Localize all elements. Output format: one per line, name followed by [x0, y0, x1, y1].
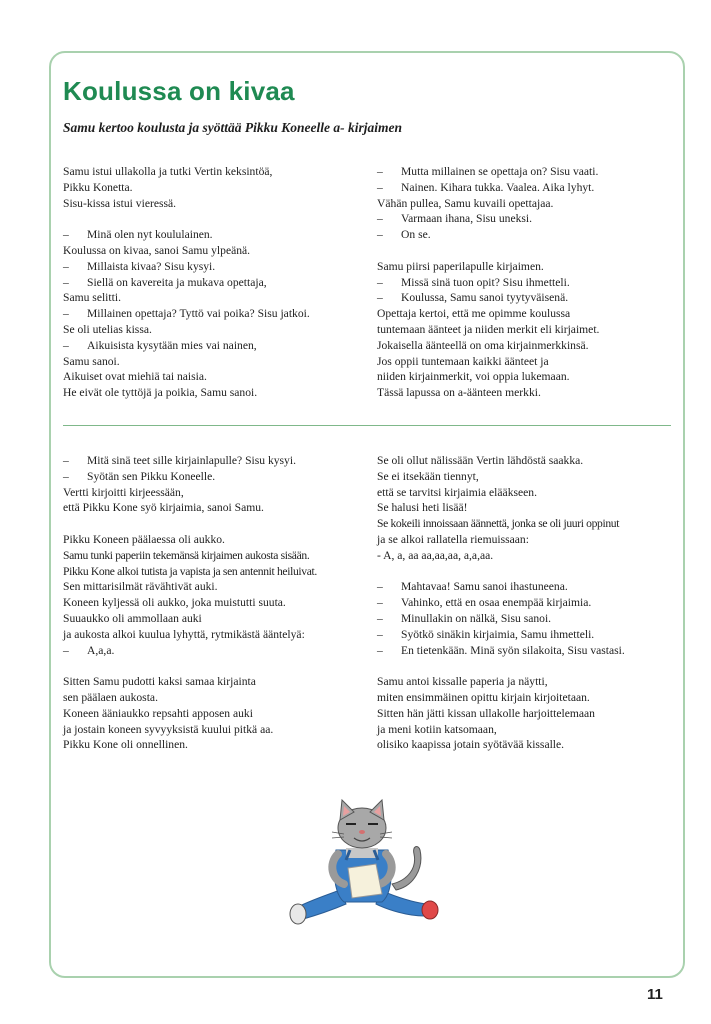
text-line [63, 322, 310, 338]
text-line [63, 369, 310, 385]
text-line [63, 674, 317, 690]
text-line [63, 180, 310, 196]
line-text: Sitten Samu pudotti kaksi samaa kirjainta [63, 675, 256, 689]
text-line [63, 706, 317, 722]
line-text: Pikku Kone oli onnellinen. [63, 738, 188, 752]
text-line [63, 469, 317, 485]
dialogue-dash: – [377, 212, 383, 226]
line-text: Koulussa, Samu sanoi tyytyväisenä. [401, 291, 569, 305]
line-text: Sitten hän jätti kissan ullakolle harjoittelemaan [377, 706, 595, 720]
text-line [377, 500, 625, 516]
text-line [63, 564, 317, 580]
line-text: Vahinko, että en osaa enempää kirjaimia. [401, 596, 592, 610]
dialogue-dash: – [63, 228, 69, 242]
text-line [377, 453, 625, 469]
text-line [377, 227, 599, 243]
line-text: Pikku Kone alkoi tutista ja vapista ja sen antennit heiluivat. [63, 564, 317, 578]
line-text: Millainen opettaja? Tyttö vai poika? Sisu jatkoi. [87, 307, 310, 321]
text-line [377, 338, 599, 354]
text-line [377, 595, 625, 611]
line-text: Syötkö sinäkin kirjaimia, Samu ihmetteli. [401, 627, 595, 641]
line-text: että se tarvitsi kirjaimia elääkseen. [377, 485, 537, 499]
line-text: He eivät ole tyttöjä ja poikia, Samu sanoi. [63, 386, 258, 400]
line-text: Se ei itsekään tiennyt, [377, 469, 479, 483]
text-line [63, 290, 310, 306]
line-text: Koulussa on kivaa, sanoi Samu ylpeänä. [63, 243, 251, 257]
text-line [63, 227, 310, 243]
text-line [63, 243, 310, 259]
text-line [377, 548, 625, 564]
line-text: Pikku Koneen päälaessa oli aukko. [63, 532, 225, 546]
dialogue-dash: – [63, 643, 69, 657]
text-line [377, 259, 599, 275]
text-line [63, 690, 317, 706]
text-line [63, 643, 317, 659]
text-line [377, 369, 599, 385]
line-text: Mahtavaa! Samu sanoi ihastuneena. [401, 580, 568, 594]
dialogue-dash: – [377, 627, 383, 641]
line-text: Koneen ääniaukko repsahti apposen auki [63, 706, 253, 720]
text-line [63, 500, 317, 516]
line-text: Siellä on kavereita ja mukava opettaja, [87, 275, 267, 289]
text-line [377, 579, 625, 595]
section-divider [63, 425, 671, 426]
paragraph-gap [377, 564, 625, 580]
text-line [377, 722, 625, 738]
line-text: Syötän sen Pikku Koneelle. [87, 469, 216, 483]
line-text: Nainen. Kihara tukka. Vaalea. Aika lyhyt. [401, 180, 595, 194]
line-text: ja aukosta alkoi kuulua lyhyttä, rytmikästä ääntelyä: [63, 627, 305, 641]
line-text: Aikuisista kysytään mies vai nainen, [87, 338, 257, 352]
paragraph-gap [63, 516, 317, 532]
line-text: Tässä lapussa on a-äänteen merkki. [377, 386, 541, 400]
line-text: Millaista kivaa? Sisu kysyi. [87, 259, 216, 273]
text-line [63, 595, 317, 611]
line-text: Aikuiset ovat miehiä tai naisia. [63, 370, 207, 384]
line-text: ja se alkoi rallatella riemuissaan: [377, 532, 529, 546]
dialogue-dash: – [377, 611, 383, 625]
text-line [63, 453, 317, 469]
story-column-bottom-left [63, 453, 317, 753]
line-text: olisiko kaapissa jotain syötävää kissalle. [377, 738, 565, 752]
text-line [63, 722, 317, 738]
dialogue-dash: – [63, 259, 69, 273]
page-number: 11 [647, 986, 663, 1003]
dialogue-dash: – [63, 307, 69, 321]
line-text: Vertti kirjoitti kirjeessään, [63, 485, 184, 499]
text-line [377, 180, 599, 196]
story-column-bottom-right [377, 453, 625, 753]
paragraph-gap [377, 243, 599, 259]
line-text: En tietenkään. Minä syön silakoita, Sisu vastasi. [401, 643, 625, 657]
dialogue-dash: – [63, 454, 69, 467]
line-text: - A, a, aa aa,aa,aa, a,a,aa. [377, 548, 494, 562]
line-text: Opettaja kertoi, että me opimme koulussa [377, 307, 571, 321]
text-line [377, 674, 625, 690]
dialogue-dash: – [377, 580, 383, 594]
line-text: Samu tunki paperiin tekemänsä kirjaimen aukosta sisään. [63, 548, 310, 562]
text-line [63, 579, 317, 595]
text-line [377, 275, 599, 291]
paragraph-gap [377, 658, 625, 674]
text-line [377, 306, 599, 322]
story-column-top-right [377, 164, 599, 401]
cat-illustration [284, 798, 444, 928]
text-line [377, 290, 599, 306]
line-text: Koneen kyljessä oli aukko, joka muistutti suuta. [63, 596, 286, 610]
dialogue-dash: – [377, 291, 383, 305]
line-text: Sen mittarisilmät rävähtivät auki. [63, 580, 218, 594]
line-text: Samu istui ullakolla ja tutki Vertin keksintöä, [63, 165, 273, 178]
paragraph-gap [63, 211, 310, 227]
line-text: Samu piirsi paperilapulle kirjaimen. [377, 259, 544, 273]
line-text: On se. [401, 228, 431, 242]
line-text: Mitä sinä teet sille kirjainlapulle? Sisu kysyi. [87, 454, 296, 467]
line-text: Samu selitti. [63, 291, 121, 305]
text-line [63, 275, 310, 291]
text-line [377, 196, 599, 212]
line-text: tuntemaan äänteet ja niiden merkit eli kirjaimet. [377, 322, 600, 336]
dialogue-dash: – [377, 643, 383, 657]
text-line [377, 611, 625, 627]
text-line [63, 611, 317, 627]
line-text: Jokaisella äänteellä on oma kirjainmerkkinsä. [377, 338, 589, 352]
line-text: ja meni kotiin katsomaan, [377, 722, 497, 736]
dialogue-dash: – [63, 338, 69, 352]
line-text: Varmaan ihana, Sisu uneksi. [401, 212, 533, 226]
line-text: Minä olen nyt koululainen. [87, 228, 213, 242]
text-line [63, 259, 310, 275]
text-line [63, 354, 310, 370]
line-text: Suuaukko oli ammollaan auki [63, 611, 202, 625]
line-text: A,a,a. [87, 643, 115, 657]
text-line [63, 306, 310, 322]
text-line [377, 211, 599, 227]
text-line [377, 322, 599, 338]
text-line [377, 164, 599, 180]
text-line [377, 627, 625, 643]
dialogue-dash: – [63, 275, 69, 289]
line-text: miten ensimmäinen opittu kirjain kirjoitetaan. [377, 690, 590, 704]
story-column-top-left [63, 164, 310, 401]
line-text: sen päälaen aukosta. [63, 690, 158, 704]
line-text: Se kokeili innoissaan äännettä, jonka se oli juuri oppinut [377, 517, 620, 531]
line-text: Vähän pullea, Samu kuvaili opettajaa. [377, 196, 554, 210]
dialogue-dash: – [377, 165, 383, 178]
text-line [63, 338, 310, 354]
text-line [63, 548, 317, 564]
dialogue-dash: – [377, 275, 383, 289]
dialogue-dash: – [377, 180, 383, 194]
text-line [377, 385, 599, 401]
line-text: Samu antoi kissalle paperia ja näytti, [377, 675, 548, 689]
text-line [63, 627, 317, 643]
text-line [63, 385, 310, 401]
text-line [63, 485, 317, 501]
text-line [377, 532, 625, 548]
text-line [377, 690, 625, 706]
line-text: Se oli ollut nälissään Vertin lähdöstä saakka. [377, 454, 584, 467]
line-text: Jos oppii tuntemaan kaikki äänteet ja [377, 354, 549, 368]
line-text: ja jostain koneen syvyyksistä kuului pitkä aa. [63, 722, 274, 736]
text-line [377, 643, 625, 659]
text-line [377, 354, 599, 370]
line-text: Mutta millainen se opettaja on? Sisu vaati. [401, 165, 599, 178]
text-line [377, 737, 625, 753]
page-subtitle: Samu kertoo koulusta ja syöttää Pikku Koneelle a- kirjaimen [63, 120, 403, 135]
line-text: Minullakin on nälkä, Sisu sanoi. [401, 611, 552, 625]
text-line [377, 516, 625, 532]
text-line [63, 196, 310, 212]
line-text: että Pikku Kone syö kirjaimia, sanoi Samu. [63, 501, 264, 515]
text-line [63, 737, 317, 753]
line-text: Se oli utelias kissa. [63, 322, 152, 336]
dialogue-dash: – [377, 596, 383, 610]
dialogue-dash: – [63, 469, 69, 483]
line-text: Missä sinä tuon opit? Sisu ihmetteli. [401, 275, 570, 289]
line-text: Pikku Konetta. [63, 180, 133, 194]
text-line [377, 485, 625, 501]
text-line [377, 469, 625, 485]
paragraph-gap [63, 658, 317, 674]
text-line [63, 532, 317, 548]
line-text: Se halusi heti lisää! [377, 501, 468, 515]
text-line [63, 164, 310, 180]
dialogue-dash: – [377, 228, 383, 242]
line-text: niiden kirjainmerkit, voi oppia lukemaan. [377, 370, 570, 384]
page-title: Koulussa on kivaa [63, 76, 295, 106]
line-text: Sisu-kissa istui vieressä. [63, 196, 177, 210]
line-text: Samu sanoi. [63, 354, 120, 368]
text-line [377, 706, 625, 722]
